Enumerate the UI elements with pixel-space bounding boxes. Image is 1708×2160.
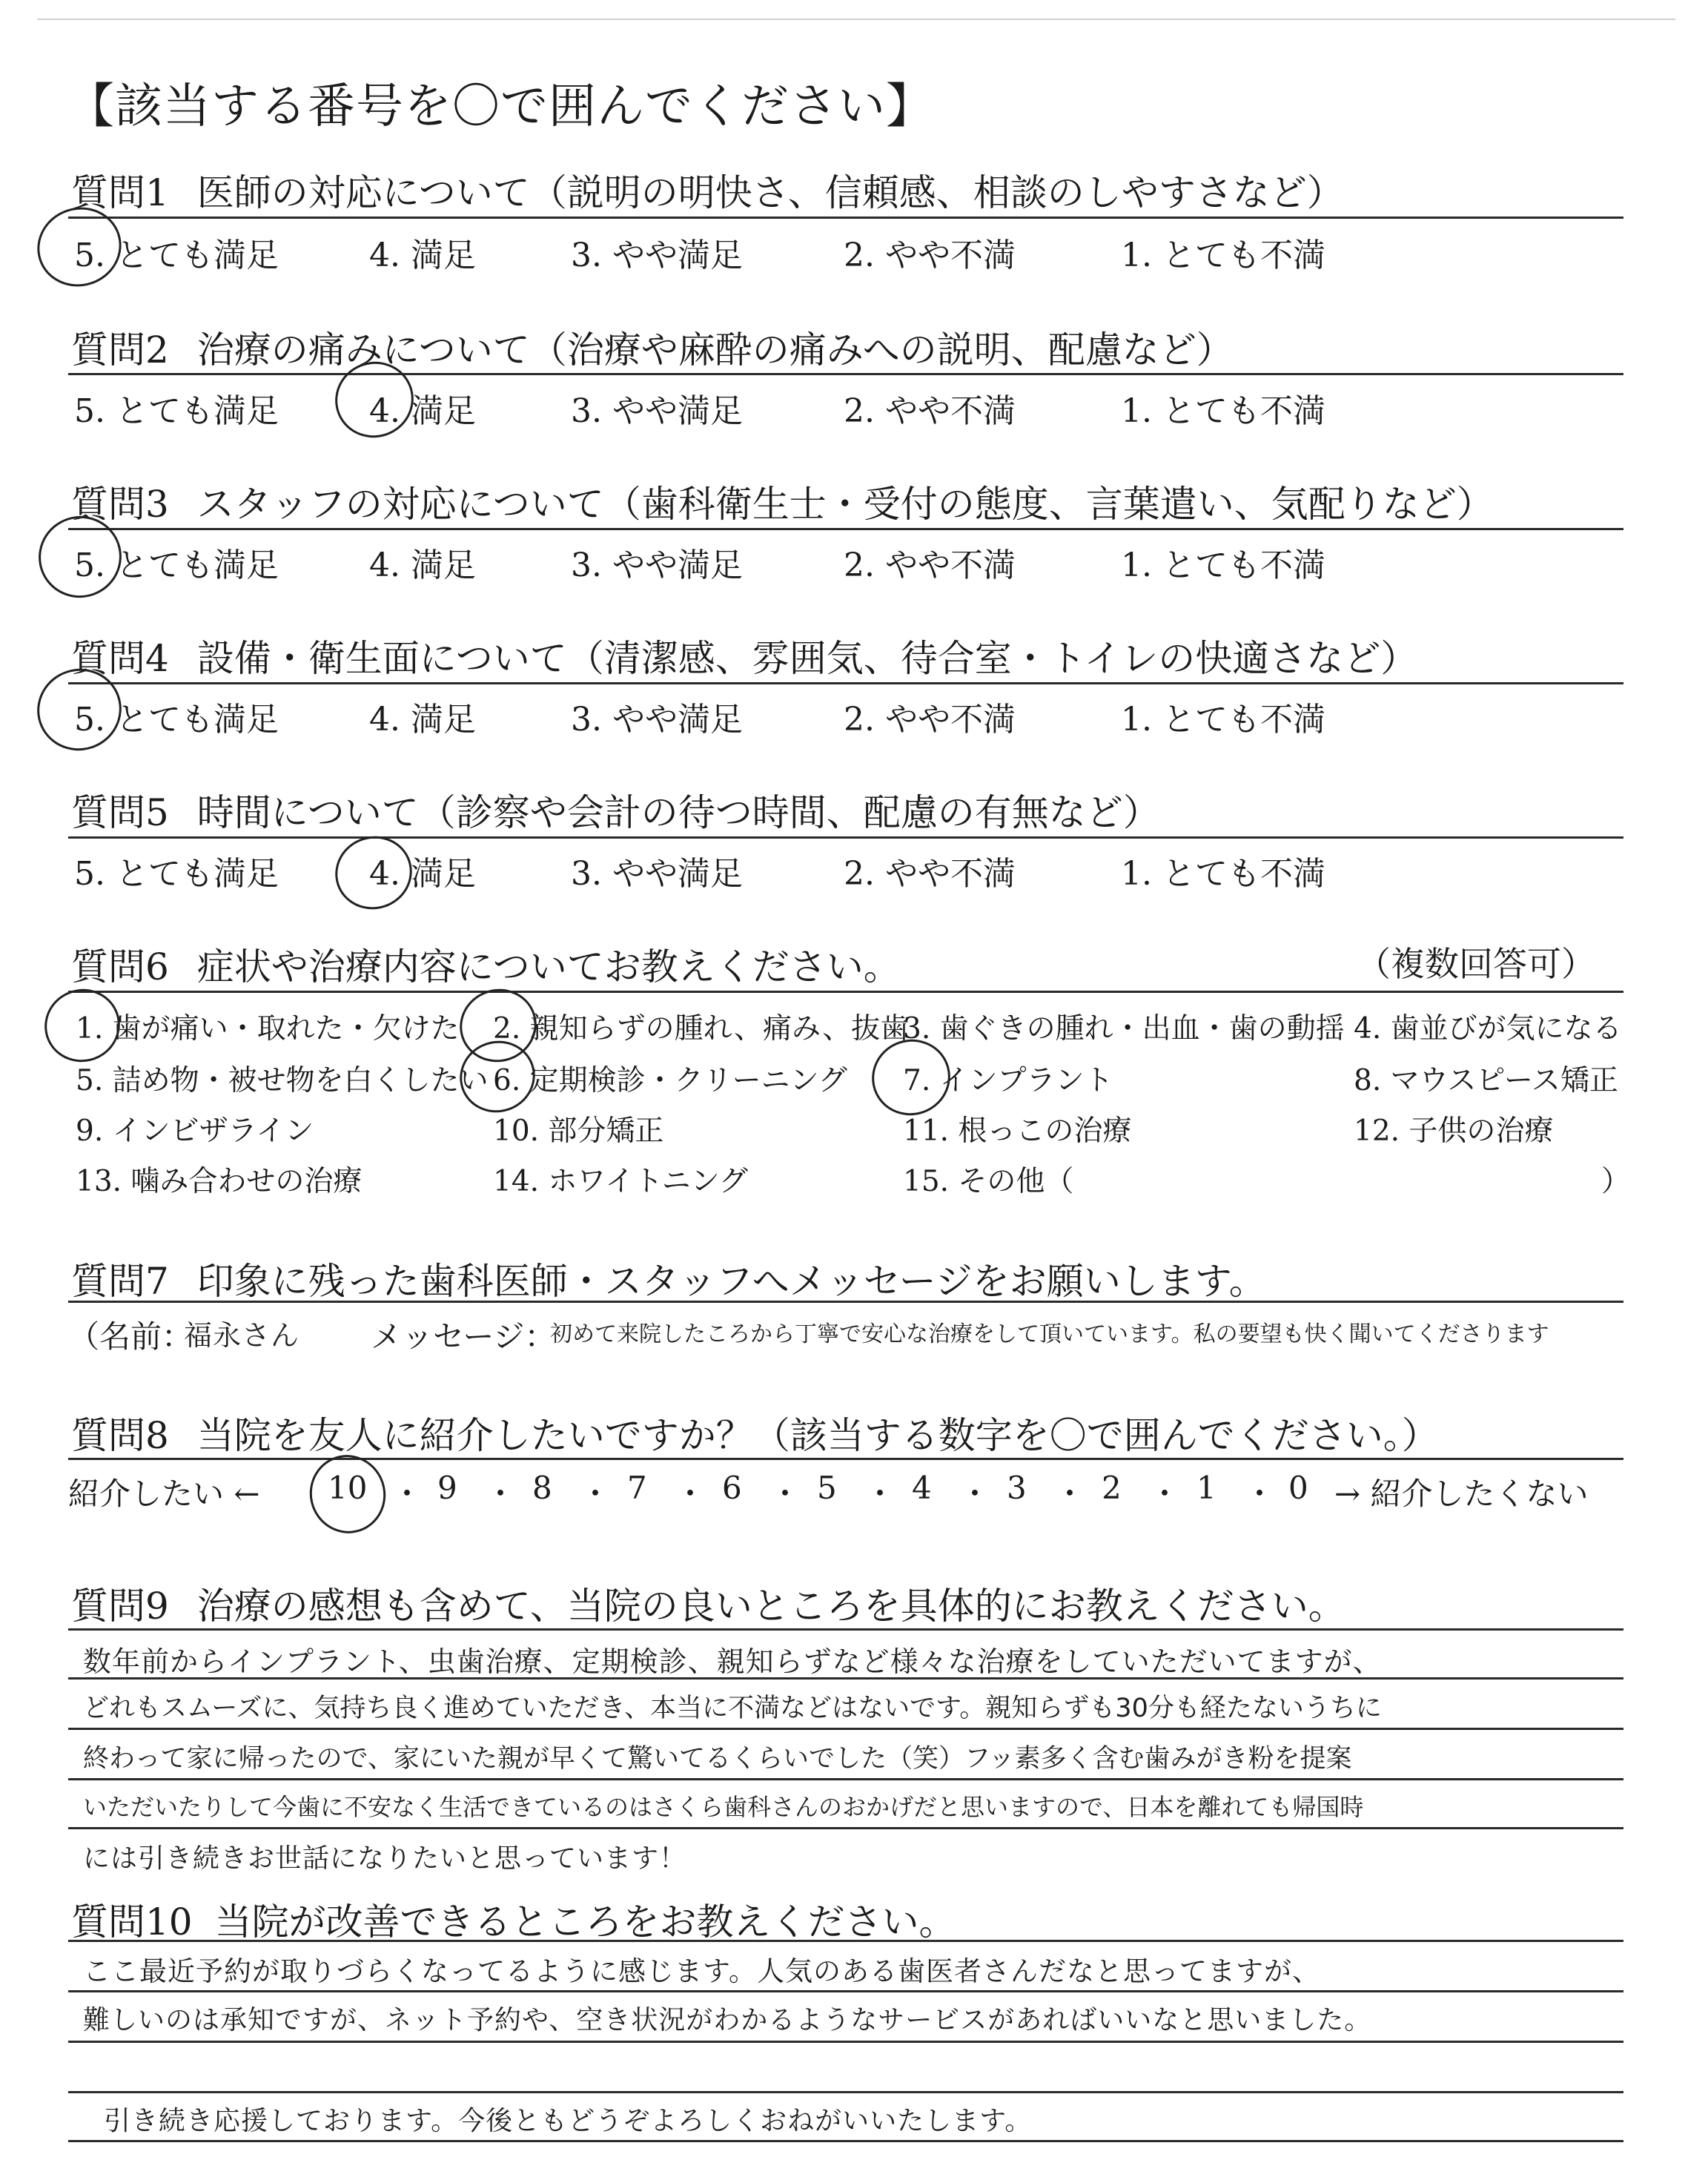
scale-10[interactable]: 10 — [328, 1470, 368, 1506]
question-9-text: 治療の感想も含めて、当院の良いところを具体的にお教えください。 — [196, 1585, 1345, 1628]
q6-item-15[interactable]: 15. その他（ — [903, 1165, 1074, 1198]
divider — [68, 682, 1623, 684]
question-6-label: 質問6 — [71, 945, 169, 988]
q1-option-1[interactable]: 1. とても不満 — [1121, 237, 1325, 274]
q3-option-4[interactable]: 4. 満足 — [369, 546, 476, 584]
q9-answer-line-4: いただいたりして今歯に不安なく生活できているのはさくら歯科さんのおかげだと思いますので、日本を離れても帰国時 — [83, 1793, 1364, 1821]
question-4-label: 質問4 — [71, 637, 169, 680]
question-9-label: 質問9 — [71, 1585, 169, 1628]
divider — [68, 1458, 1623, 1460]
q2-option-4[interactable]: 4. 満足 — [369, 392, 476, 430]
question-5-label: 質問5 — [71, 791, 169, 834]
divider — [68, 2041, 1623, 2043]
q6-item-10[interactable]: 10. 部分矯正 — [493, 1114, 664, 1148]
closing-message: 引き続き応援しております。今後ともどうぞよろしくおねがいいたします。 — [104, 2106, 1033, 2136]
divider — [68, 1990, 1623, 1992]
q10-answer-line-2: 難しいのは承知ですが、ネット予約や、空き状況がわかるようなサービスがあればいいなと思いました。 — [83, 2005, 1372, 2035]
question-4 — [71, 629, 1417, 682]
question-1-text: 医師の対応について（説明の明快さ、信頼感、相談のしやすさなど） — [196, 171, 1344, 214]
multiple-answers-note: （複数回答可） — [1357, 944, 1595, 984]
question-2-text: 治療の痛みについて（治療や麻酔の痛みへの説明、配慮など） — [196, 328, 1234, 371]
question-9 — [71, 1576, 1345, 1630]
scale-left-label: 紹介したい ← — [68, 1476, 260, 1512]
scale-dot: ・ — [769, 1476, 801, 1512]
q4-option-5[interactable]: 5. とても満足 — [74, 701, 279, 739]
q3-option-3[interactable]: 3. やや満足 — [571, 546, 743, 584]
question-10-text: 当院が改善できるところをお教えください。 — [214, 1900, 956, 1943]
question-8-label: 質問8 — [71, 1414, 169, 1457]
scale-dot: ・ — [1054, 1476, 1086, 1512]
divider — [68, 1827, 1623, 1829]
q9-answer-line-3: 終わって家に帰ったので、家にいた親が早くて驚いてるくらいでした（笑）フッ素多く含む歯みがき粉を提案 — [83, 1744, 1352, 1774]
scale-8[interactable]: 8 — [532, 1470, 552, 1506]
divider — [68, 991, 1623, 993]
divider — [68, 528, 1623, 530]
q5-option-5[interactable]: 5. とても満足 — [74, 855, 279, 893]
scale-9[interactable]: 9 — [437, 1470, 457, 1506]
scale-1[interactable]: 1 — [1196, 1470, 1217, 1506]
q2-option-5[interactable]: 5. とても満足 — [74, 392, 279, 430]
divider — [68, 1628, 1623, 1631]
question-8 — [71, 1406, 1439, 1459]
q9-answer-line-2: どれもスムーズに、気持ち良く進めていただき、本当に不満などはないです。親知らずも30分も経たないうちに — [83, 1694, 1382, 1723]
scale-right-label: → 紹介したくない — [1334, 1476, 1589, 1512]
scale-dot: ・ — [1244, 1476, 1276, 1512]
q6-item-2[interactable]: 2. 親知らずの腫れ、痛み、抜歯 — [493, 1012, 910, 1046]
q1-option-4[interactable]: 4. 満足 — [369, 237, 476, 274]
divider — [68, 2091, 1623, 2093]
question-7 — [71, 1252, 1266, 1305]
divider — [68, 1301, 1623, 1303]
question-7-label: 質問7 — [71, 1260, 169, 1303]
q6-item-3[interactable]: 3. 歯ぐきの腫れ・出血・歯の動揺 — [903, 1012, 1345, 1046]
scale-dot: ・ — [1149, 1476, 1181, 1512]
question-3-label: 質問3 — [71, 483, 169, 526]
question-7-text: 印象に残った歯科医師・スタッフへメッセージをお願いします。 — [196, 1260, 1266, 1303]
message-value: 初めて来院したころから丁寧で安心な治療をして頂いています。私の要望も快く聞いてくださります — [550, 1321, 1549, 1347]
scale-dot: ・ — [959, 1476, 991, 1512]
q5-option-3[interactable]: 3. やや満足 — [571, 855, 743, 893]
q6-item-1[interactable]: 1. 歯が痛い・取れた・欠けた — [76, 1012, 460, 1046]
q6-item-13[interactable]: 13. 噛み合わせの治療 — [76, 1165, 363, 1198]
divider — [68, 217, 1623, 219]
page-title: 【該当する番号を〇で囲んでください】 — [67, 79, 934, 134]
question-6-text: 症状や治療内容についてお教えください。 — [196, 945, 901, 988]
scale-0[interactable]: 0 — [1288, 1470, 1308, 1506]
q6-item-9[interactable]: 9. インビザライン — [76, 1114, 314, 1148]
q1-option-5[interactable]: 5. とても満足 — [74, 237, 279, 274]
q1-option-2[interactable]: 2. やや不満 — [844, 237, 1016, 274]
scale-dot: ・ — [675, 1476, 706, 1512]
question-2-label: 質問2 — [71, 328, 169, 371]
q6-item-11[interactable]: 11. 根っこの治療 — [903, 1114, 1132, 1148]
divider — [68, 373, 1623, 375]
scale-3[interactable]: 3 — [1007, 1470, 1027, 1506]
q10-answer-line-1: ここ最近予約が取りづらくなってるように感じます。人気のある歯医者さんだなと思ってますが、 — [83, 1955, 1321, 1987]
question-8-text: 当院を友人に紹介したいですか？（該当する数字を〇で囲んでください。） — [196, 1414, 1439, 1457]
divider — [68, 1778, 1623, 1780]
question-1 — [71, 163, 1344, 217]
q6-other-close: ） — [1601, 1165, 1631, 1198]
q4-option-3[interactable]: 3. やや満足 — [571, 701, 743, 739]
divider — [68, 2140, 1623, 2142]
name-label: （名前： — [68, 1318, 193, 1355]
top-border — [37, 19, 1675, 20]
q3-option-2[interactable]: 2. やや不満 — [844, 546, 1016, 584]
q2-option-3[interactable]: 3. やや満足 — [571, 392, 743, 430]
scale-7[interactable]: 7 — [627, 1470, 647, 1506]
question-2 — [71, 320, 1234, 374]
q3-option-5[interactable]: 5. とても満足 — [74, 546, 279, 584]
scale-4[interactable]: 4 — [912, 1470, 932, 1506]
question-1-label: 質問1 — [71, 171, 169, 214]
message-label: メッセージ： — [371, 1318, 556, 1355]
q2-option-2[interactable]: 2. やや不満 — [844, 392, 1016, 430]
divider — [68, 1677, 1623, 1680]
name-value: 福永さん — [184, 1319, 300, 1352]
question-5 — [71, 783, 1160, 836]
scale-dot: ・ — [580, 1476, 612, 1512]
question-4-text: 設備・衛生面について（清潔感、雰囲気、待合室・トイレの快適さなど） — [196, 637, 1418, 680]
q5-option-2[interactable]: 2. やや不満 — [844, 855, 1016, 893]
divider — [68, 836, 1623, 839]
question-3 — [71, 475, 1494, 528]
question-3-text: スタッフの対応について（歯科衛生士・受付の態度、言葉遣い、気配りなど） — [196, 483, 1494, 526]
q9-answer-line-5: には引き続きお世話になりたいと思っています！ — [83, 1843, 687, 1874]
scale-5[interactable]: 5 — [817, 1470, 837, 1506]
question-10 — [71, 1892, 956, 1946]
q4-option-2[interactable]: 2. やや不満 — [844, 701, 1016, 739]
divider — [68, 1940, 1623, 1942]
divider — [68, 1728, 1623, 1730]
selection-circle — [325, 826, 421, 919]
q5-option-4[interactable]: 4. 満足 — [369, 855, 476, 893]
q6-item-14[interactable]: 14. ホワイトニング — [493, 1165, 748, 1198]
q2-option-1[interactable]: 1. とても不満 — [1121, 392, 1325, 430]
scale-dot: ・ — [485, 1476, 517, 1512]
question-10-label: 質問10 — [71, 1900, 193, 1943]
scale-2[interactable]: 2 — [1102, 1470, 1122, 1506]
q6-item-12[interactable]: 12. 子供の治療 — [1354, 1114, 1554, 1148]
q6-item-5[interactable]: 5. 詰め物・被せ物を白くしたい — [76, 1064, 489, 1097]
q4-option-4[interactable]: 4. 満足 — [369, 701, 476, 739]
question-6 — [71, 937, 901, 991]
q6-item-4[interactable]: 4. 歯並びが気になる — [1354, 1012, 1622, 1046]
q5-option-1[interactable]: 1. とても不満 — [1121, 855, 1325, 893]
q6-item-6[interactable]: 6. 定期検診・クリーニング — [493, 1064, 847, 1097]
scale-6[interactable]: 6 — [722, 1470, 742, 1506]
q6-item-7[interactable]: 7. インプラント — [903, 1064, 1113, 1097]
question-5-text: 時間について（診察や会計の待つ時間、配慮の有無など） — [196, 791, 1160, 834]
q9-answer-line-1: 数年前からインプラント、虫歯治療、定期検診、親知らずなど様々な治療をしていただいてますが、 — [83, 1645, 1382, 1678]
scale-dot: ・ — [391, 1476, 423, 1512]
q3-option-1[interactable]: 1. とても不満 — [1121, 546, 1325, 584]
scale-dot: ・ — [864, 1476, 896, 1512]
q4-option-1[interactable]: 1. とても不満 — [1121, 701, 1325, 739]
q6-item-8[interactable]: 8. マウスピース矯正 — [1354, 1064, 1618, 1097]
q1-option-3[interactable]: 3. やや満足 — [571, 237, 743, 274]
